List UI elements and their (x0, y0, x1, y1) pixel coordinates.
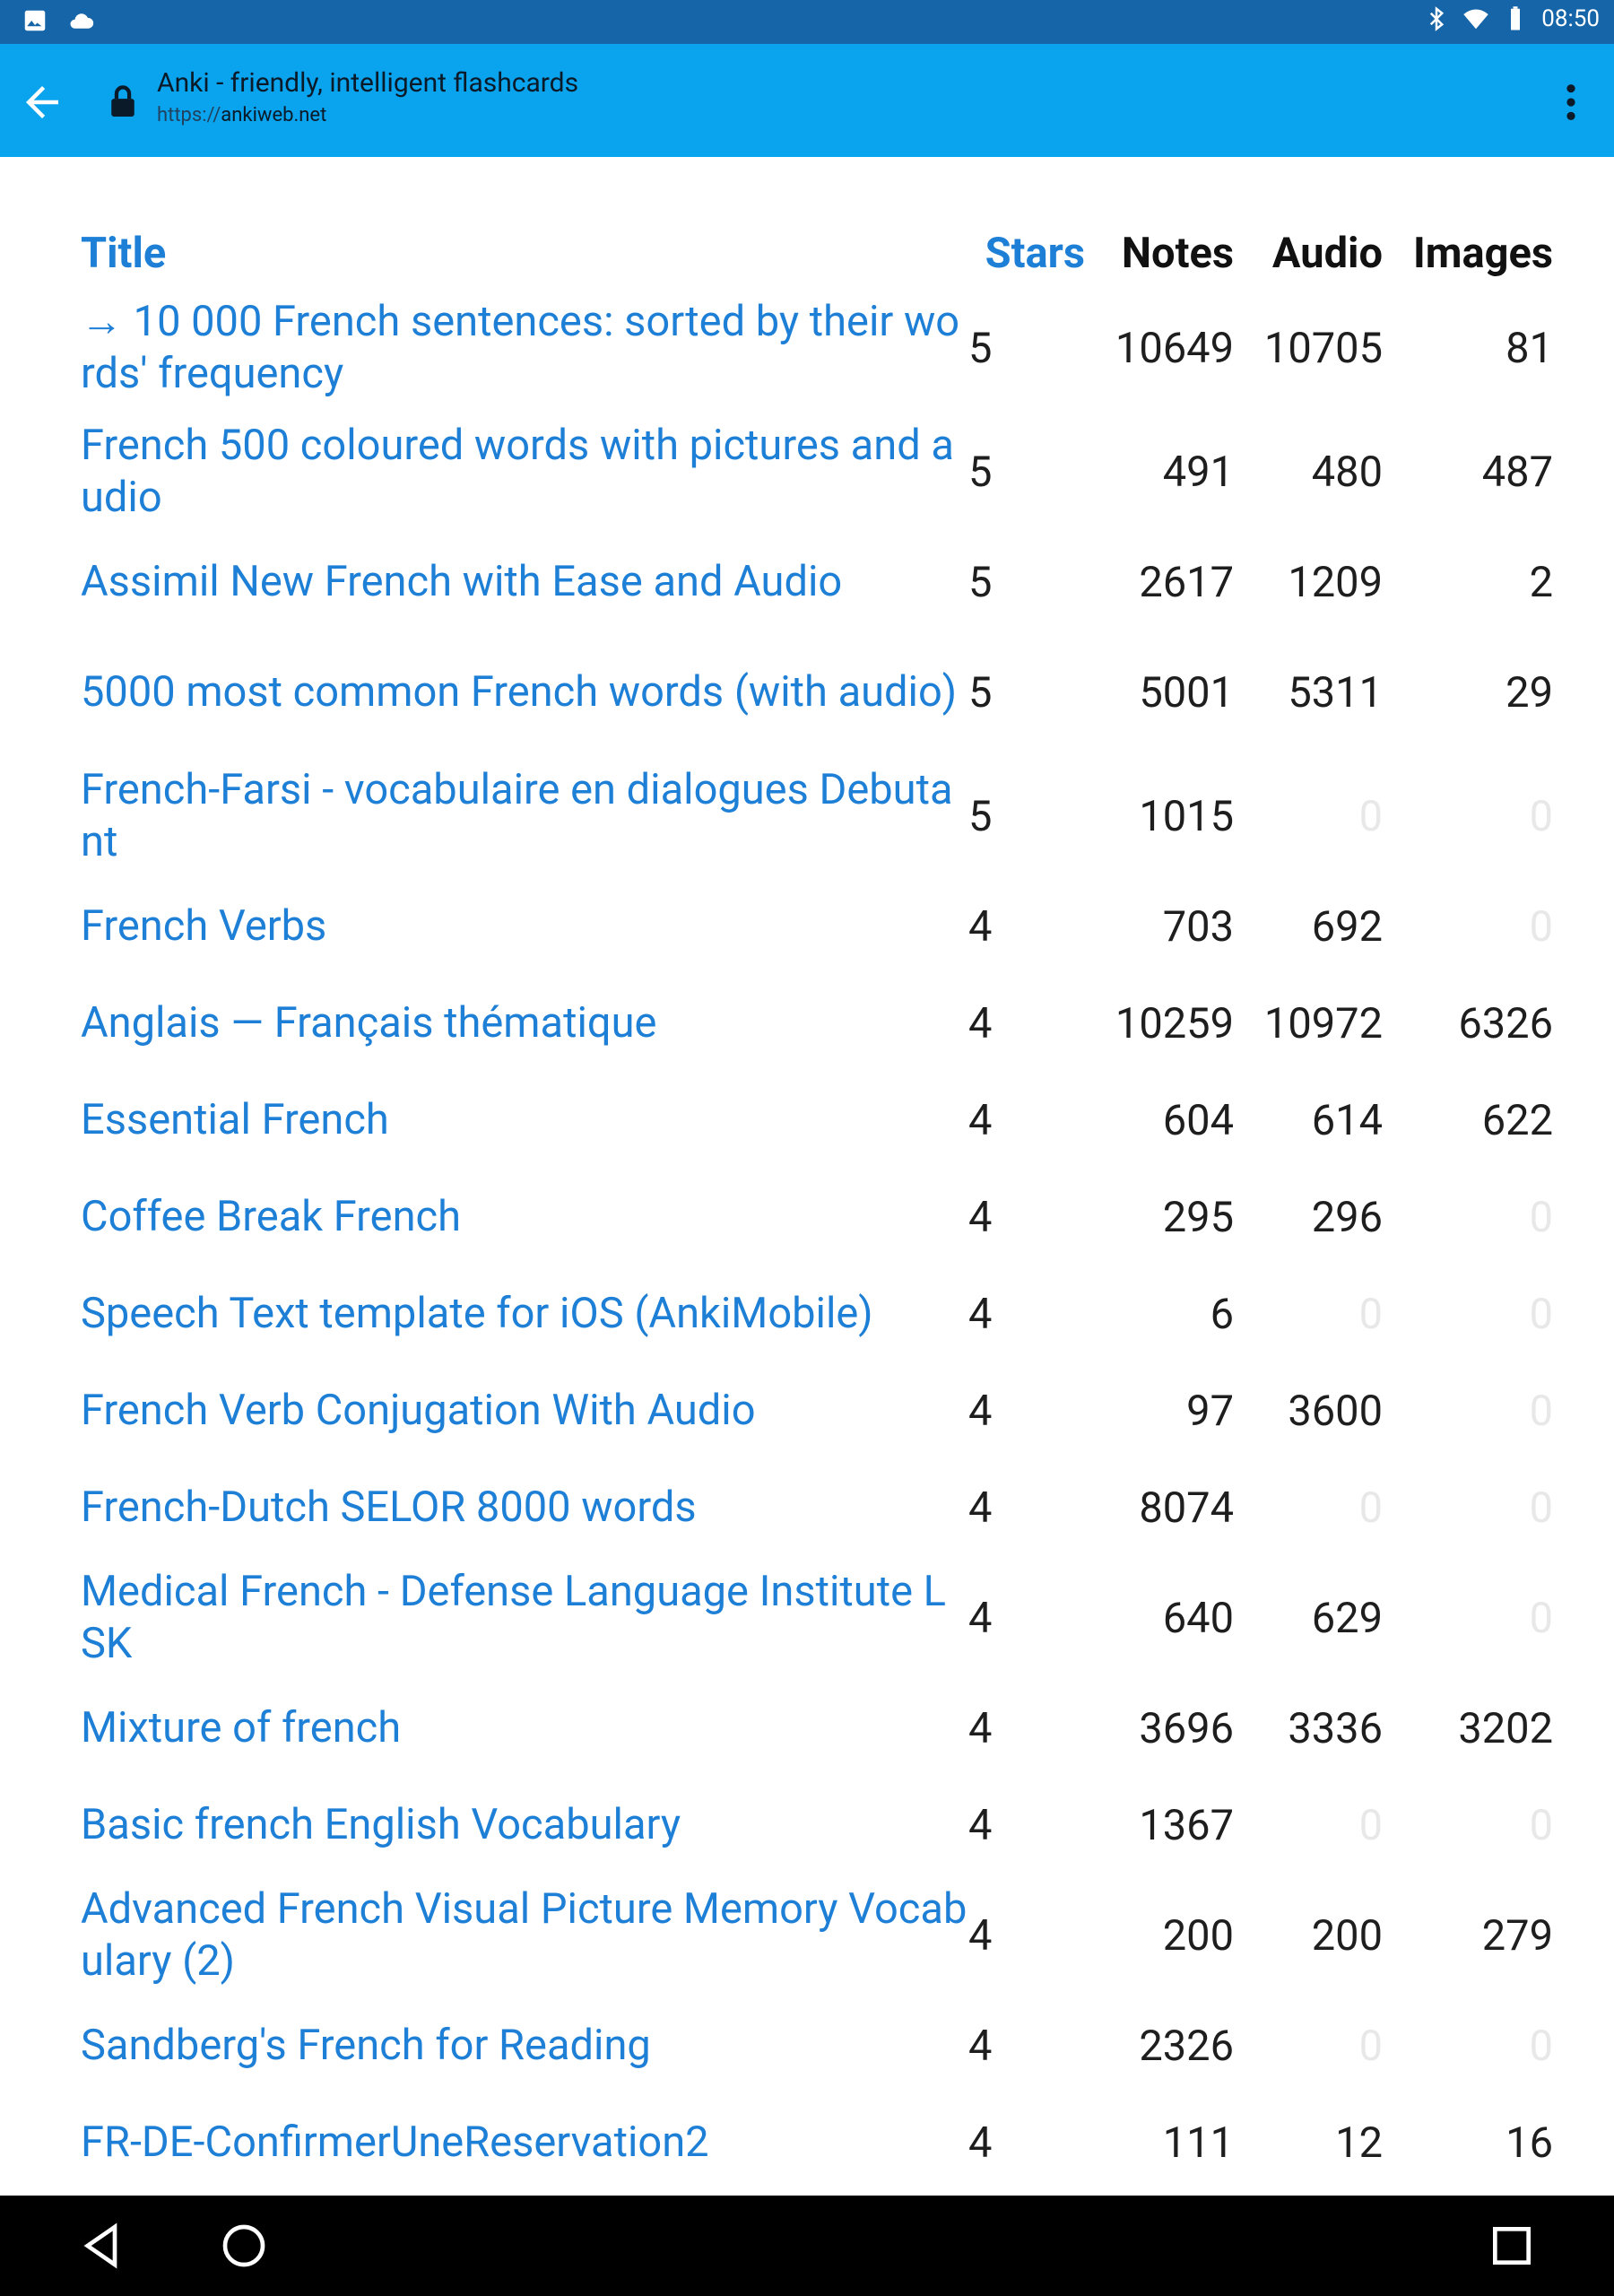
deck-title-cell (81, 1459, 968, 1556)
deck-stars-cell: 5 (968, 447, 993, 497)
url-scheme: https:// (157, 104, 221, 126)
deck-stars-cell: 5 (968, 557, 993, 607)
deck-title-link[interactable]: Advanced French Visual Picture Memory Vocabulary (2) (81, 1884, 968, 1986)
overflow-menu-icon[interactable] (1553, 82, 1589, 123)
deck-title-link[interactable]: → 10 000 French sentences: sorted by their words' frequency (81, 297, 960, 398)
page-title: Anki - friendly, intelligent flashcards (157, 67, 579, 99)
deck-title-link[interactable]: Mixture of french (81, 1703, 402, 1752)
table-row (81, 1777, 1553, 1874)
table-row (81, 631, 1553, 754)
deck-audio-cell: 3336 (1288, 1703, 1383, 1753)
deck-notes-cell: 200 (1162, 1910, 1234, 1961)
deck-stars-cell: 4 (968, 901, 993, 952)
browser-toolbar (0, 44, 1614, 157)
deck-images-cell: 6326 (1458, 998, 1553, 1048)
deck-notes-cell: 1015 (1139, 791, 1234, 841)
deck-notes-cell: 640 (1162, 1593, 1234, 1643)
deck-audio-cell: 1209 (1288, 557, 1383, 607)
deck-images-cell: 279 (1481, 1910, 1553, 1961)
deck-images-cell: 487 (1481, 447, 1553, 497)
deck-audio-cell: 296 (1311, 1192, 1383, 1242)
nav-back-icon[interactable] (77, 2221, 127, 2271)
deck-notes-cell: 6 (1210, 1289, 1234, 1339)
deck-title-link[interactable]: Coffee Break French (81, 1192, 462, 1241)
deck-audio-cell: 0 (1358, 2021, 1383, 2071)
deck-stars-cell: 5 (968, 323, 993, 373)
cloud-icon (68, 7, 95, 34)
deck-images-cell: 0 (1529, 1289, 1553, 1339)
deck-title-cell (81, 1680, 968, 1777)
deck-title-cell (81, 286, 968, 410)
recents-icon[interactable] (1487, 2221, 1537, 2271)
deck-stars-cell: 4 (968, 1910, 993, 1961)
deck-notes-cell: 3696 (1139, 1703, 1234, 1753)
deck-images-cell: 0 (1529, 791, 1553, 841)
deck-title-cell (81, 410, 968, 534)
deck-audio-cell: 5311 (1288, 667, 1383, 718)
navigation-bar (0, 2196, 1614, 2296)
deck-title-cell (81, 534, 968, 631)
table-row (81, 878, 1553, 975)
deck-audio-cell: 629 (1311, 1593, 1383, 1643)
table-row (81, 1169, 1553, 1265)
deck-title-link[interactable]: French-Dutch SELOR 8000 words (81, 1483, 697, 1532)
table-row (81, 2094, 1553, 2191)
deck-stars-cell: 4 (968, 1386, 993, 1436)
deck-audio-cell: 0 (1358, 1483, 1383, 1533)
deck-title-cell (81, 1072, 968, 1169)
deck-stars-cell: 4 (968, 1289, 993, 1339)
home-icon[interactable] (219, 2221, 269, 2271)
wifi-icon (1462, 5, 1489, 32)
deck-audio-cell: 3600 (1288, 1386, 1383, 1436)
status-bar (0, 0, 1614, 44)
table-row (81, 754, 1553, 878)
deck-images-cell: 0 (1529, 1483, 1553, 1533)
deck-images-cell: 0 (1529, 1800, 1553, 1850)
deck-stars-cell: 4 (968, 1483, 993, 1533)
deck-title-link[interactable]: Medical French - Defense Language Institute LSK (81, 1567, 946, 1668)
table-row (81, 1556, 1553, 1680)
table-row (81, 1072, 1553, 1169)
deck-title-link[interactable]: Anglais — Français thématique (81, 998, 657, 1048)
header-stars[interactable]: Stars (985, 228, 1085, 278)
image-icon (22, 7, 48, 34)
deck-title-cell (81, 631, 968, 754)
header-audio: Audio (1271, 228, 1383, 278)
deck-stars-cell: 4 (968, 1192, 993, 1242)
deck-title-link[interactable]: French Verb Conjugation With Audio (81, 1386, 756, 1435)
decks-table (81, 220, 1553, 2191)
table-row (81, 286, 1553, 410)
deck-images-cell: 29 (1506, 667, 1553, 718)
deck-images-cell: 0 (1529, 901, 1553, 952)
deck-audio-cell: 692 (1311, 901, 1383, 952)
deck-stars-cell: 5 (968, 791, 993, 841)
deck-stars-cell: 4 (968, 998, 993, 1048)
deck-images-cell: 622 (1481, 1095, 1553, 1145)
deck-notes-cell: 111 (1162, 2118, 1234, 2168)
deck-images-cell: 0 (1529, 1593, 1553, 1643)
table-row (81, 1265, 1553, 1362)
page-info[interactable] (157, 67, 578, 126)
deck-notes-cell: 295 (1162, 1192, 1234, 1242)
deck-stars-cell: 4 (968, 2118, 993, 2168)
deck-title-link[interactable]: French 500 coloured words with pictures and audio (81, 421, 954, 522)
deck-notes-cell: 604 (1162, 1095, 1234, 1145)
deck-title-link[interactable]: Speech Text template for iOS (AnkiMobile) (81, 1289, 873, 1338)
deck-title-link[interactable]: Basic french English Vocabulary (81, 1800, 681, 1849)
deck-title-link[interactable]: French-Farsi - vocabulaire en dialogues Debutant (81, 765, 953, 866)
deck-title-cell (81, 1777, 968, 1874)
deck-title-cell (81, 975, 968, 1072)
table-header-row (81, 220, 1553, 286)
deck-title-link[interactable]: French Verbs (81, 901, 327, 951)
table-row (81, 410, 1553, 534)
deck-title-cell (81, 2094, 968, 2191)
deck-notes-cell: 10649 (1115, 323, 1234, 373)
table-row (81, 975, 1553, 1072)
deck-images-cell: 2 (1529, 557, 1553, 607)
deck-notes-cell: 5001 (1139, 667, 1234, 718)
header-images: Images (1413, 228, 1553, 278)
deck-images-cell: 81 (1506, 323, 1553, 373)
header-title[interactable]: Title (81, 228, 167, 278)
header-notes: Notes (1121, 228, 1234, 278)
deck-notes-cell: 1367 (1139, 1800, 1234, 1850)
status-time: 08:50 (1541, 5, 1600, 32)
deck-notes-cell: 703 (1162, 901, 1234, 952)
deck-title-link[interactable]: Sandberg's French for Reading (81, 2021, 651, 2070)
deck-audio-cell: 614 (1311, 1095, 1383, 1145)
lock-icon (108, 83, 138, 119)
deck-stars-cell: 5 (968, 667, 993, 718)
deck-notes-cell: 491 (1162, 447, 1234, 497)
deck-title-cell (81, 1362, 968, 1459)
back-arrow-icon[interactable] (18, 78, 66, 126)
deck-stars-cell: 4 (968, 1800, 993, 1850)
table-row (81, 1459, 1553, 1556)
deck-audio-cell: 12 (1335, 2118, 1383, 2168)
deck-title-link[interactable]: FR-DE-ConfirmerUneReservation2 (81, 2118, 709, 2167)
deck-images-cell: 0 (1529, 2021, 1553, 2071)
deck-notes-cell: 97 (1186, 1386, 1234, 1436)
deck-images-cell: 0 (1529, 1192, 1553, 1242)
deck-audio-cell: 10705 (1263, 323, 1383, 373)
table-row (81, 1680, 1553, 1777)
page-content (0, 157, 1614, 2196)
deck-title-link[interactable]: Essential French (81, 1095, 389, 1144)
deck-title-cell (81, 1556, 968, 1680)
deck-notes-cell: 8074 (1139, 1483, 1234, 1533)
page-url (157, 104, 578, 126)
deck-stars-cell: 4 (968, 2021, 993, 2071)
deck-title-cell (81, 1874, 968, 1997)
deck-images-cell: 3202 (1458, 1703, 1553, 1753)
deck-notes-cell: 10259 (1115, 998, 1234, 1048)
battery-icon (1502, 5, 1529, 32)
deck-audio-cell: 10972 (1263, 998, 1383, 1048)
deck-audio-cell: 480 (1311, 447, 1383, 497)
deck-title-link[interactable]: Assimil New French with Ease and Audio (81, 557, 843, 606)
deck-stars-cell: 4 (968, 1095, 993, 1145)
deck-audio-cell: 0 (1358, 791, 1383, 841)
deck-title-cell (81, 1169, 968, 1265)
deck-title-cell (81, 754, 968, 878)
deck-title-link[interactable]: 5000 most common French words (with audio) (81, 667, 958, 717)
deck-audio-cell: 0 (1358, 1289, 1383, 1339)
table-row (81, 1874, 1553, 1997)
deck-stars-cell: 4 (968, 1593, 993, 1643)
table-row (81, 534, 1553, 631)
deck-notes-cell: 2326 (1139, 2021, 1234, 2071)
deck-stars-cell: 4 (968, 1703, 993, 1753)
url-host: ankiweb.net (221, 104, 327, 126)
deck-notes-cell: 2617 (1139, 557, 1234, 607)
table-row (81, 1362, 1553, 1459)
deck-title-cell (81, 878, 968, 975)
deck-title-cell (81, 1265, 968, 1362)
deck-title-cell (81, 1997, 968, 2094)
deck-images-cell: 16 (1506, 2118, 1553, 2168)
deck-audio-cell: 200 (1311, 1910, 1383, 1961)
table-row (81, 1997, 1553, 2094)
deck-audio-cell: 0 (1358, 1800, 1383, 1850)
bluetooth-icon (1423, 5, 1450, 32)
deck-images-cell: 0 (1529, 1386, 1553, 1436)
